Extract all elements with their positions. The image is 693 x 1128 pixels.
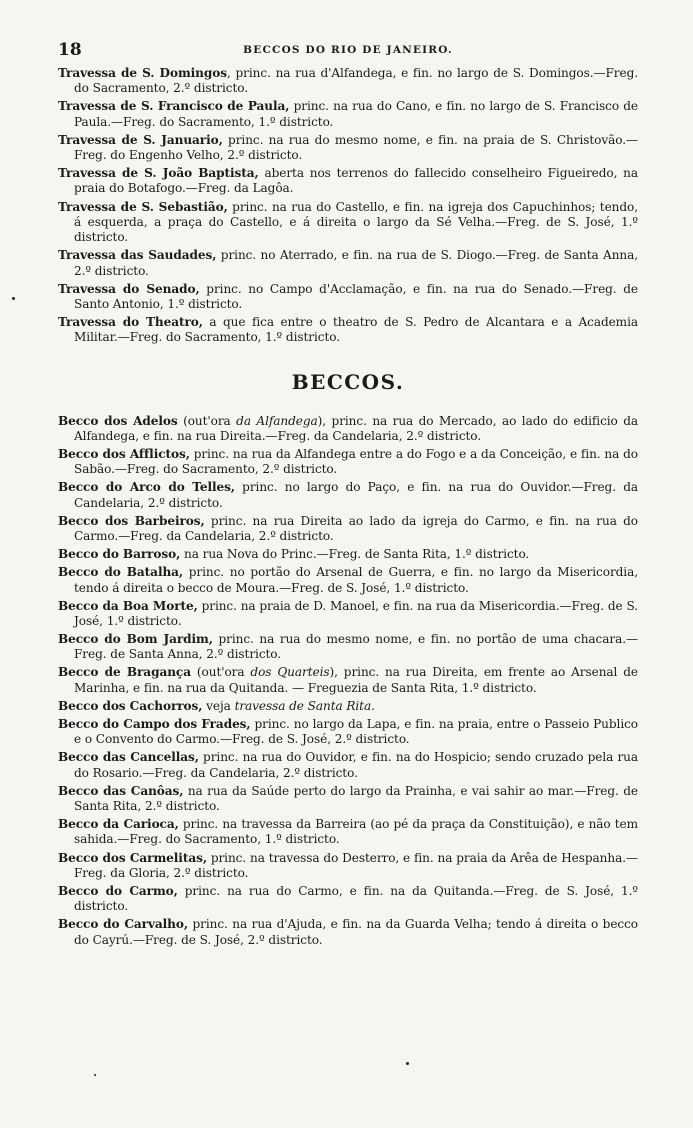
entry-text: princ. no Campo d'Acclamação, e fin. na rua do Senado.—Freg. de Santo Antonio, 1.º districto. [74, 281, 639, 311]
entry-name: Becco do Batalha, [58, 565, 184, 580]
entry-text: ), princ. na rua Direita, em frente ao Arsenal de Marinha, e fin. na rua da Quitanda. — Freguezia de Santa Rita, 1.º districto. [74, 665, 638, 695]
entry-text: princ. no portão do Arsenal de Guerra, e fin. no largo da Misericordia, tendo á direita o becco de Moura.—Freg. de S. José, 1.º districto. [74, 565, 638, 595]
entry-name: Travessa de S. Januario, [58, 132, 223, 147]
entry-text: princ. no Aterrado, e fin. na rua de S. Diogo.—Freg. de Santa Anna, 2.º districto. [74, 248, 639, 278]
list-item [58, 851, 638, 882]
entry-name: Travessa de S. Sebastião, [58, 199, 228, 214]
list-item [58, 817, 638, 848]
entry-name: Becco da Carioca, [58, 817, 179, 832]
print-speck [12, 297, 15, 300]
entry-text: princ. na rua d'Ajuda, e fin. na da Guarda Velha; tendo á direita o becco do Cayrú.—Freg. de S. José, 2.º districto. [74, 917, 638, 947]
entry-pre: (out'ora [190, 665, 251, 680]
entry-name: Becco dos Barbeiros, [58, 513, 205, 528]
entry-text: ), princ. na rua do Mercado, ao lado do edificio da Alfandega, e fin. na rua Direita.—Freg. da Candelaria, 2.º districto. [74, 413, 639, 443]
entry-text: aberta nos terrenos do fallecido conselheiro Figueiredo, na praia do Botafogo.—Freg. da Lagôa. [74, 166, 639, 196]
list-item [58, 565, 638, 596]
list-item [58, 784, 638, 815]
list-item [58, 200, 638, 246]
entry-text: princ. na praia de D. Manoel, e fin. na rua da Misericordia.—Freg. de S. José, 1.º districto. [74, 598, 638, 628]
entry-name: Becco dos Cachorros, [58, 698, 203, 713]
entry-italic: da Alfandega [236, 413, 318, 428]
entry-name: Becco dos Carmelitas, [58, 850, 207, 865]
entry-name: Becco do Carvalho, [58, 917, 189, 932]
entry-pre: veja [202, 698, 235, 713]
entry-name: Becco da Boa Morte, [58, 598, 198, 613]
section-title: BECCOS. [291, 369, 405, 394]
list-item [58, 547, 638, 562]
entry-text: , princ. na rua d'Alfandega, e fin. no largo de S. Domingos.—Freg. do Sacramento, 2.º districto. [74, 66, 638, 96]
list-item [58, 750, 638, 781]
print-speck [406, 1062, 409, 1065]
entry-name: Becco dos Afflictos, [58, 447, 190, 462]
list-item [58, 248, 638, 279]
entry-text: princ. na rua do Ouvidor, e fin. na do Hospicio; sendo cruzado pela rua do Rosario.—Freg. da Candelaria, 2.º districto. [74, 750, 638, 780]
entry-text: princ. na rua do mesmo nome, e fin. no portão de uma chacara.—Freg. de Santa Anna, 2.º districto. [74, 632, 638, 662]
entry-name: Becco dos Adelos [58, 413, 178, 428]
list-item [58, 414, 638, 445]
entry-text: princ. na rua do mesmo nome, e fin. na praia de S. Christovão.—Freg. do Engenho Velho, 2.º districto. [74, 132, 638, 163]
entry-text: princ. na rua do Castello, e fin. na igreja dos Capuchinhos; tendo, á esquerda, a praça do Castello, e á direita o largo da Sé Velha.—Freg. de S. José, 1.º districto. [74, 199, 639, 245]
entry-name: Travessa do Senado, [58, 281, 200, 296]
entry-name: Becco das Canôas, [58, 783, 184, 798]
running-title: BECCOS DO RIO DE JANEIRO. [243, 44, 453, 56]
list-item [58, 480, 638, 511]
beccos-list [58, 414, 638, 948]
list-item [58, 282, 638, 313]
entry-name: Travessa de S. Francisco de Paula, [58, 99, 290, 114]
list-item [58, 665, 638, 696]
list-item [58, 66, 638, 97]
list-item [58, 133, 638, 164]
list-item [58, 699, 638, 714]
list-item [58, 717, 638, 748]
entry-name: Becco do Carmo, [58, 883, 178, 898]
entry-text: princ. na travessa da Barreira (ao pé da praça da Constituição), e não tem sahida.—Freg. do Sacramento, 1.º districto. [74, 817, 638, 847]
entry-name: Travessa de S. João Baptista, [58, 166, 259, 181]
entry-text: princ. no largo do Paço, e fin. na rua do Ouvidor.—Freg. da Candelaria, 2.º districto. [74, 480, 638, 510]
travessas-list [58, 66, 638, 346]
entry-text: na rua da Saúde perto do largo da Prainha, e vai sahir ao mar.—Freg. de Santa Rita, 2.º districto. [74, 783, 638, 814]
entry-text: princ. na travessa do Desterro, e fin. na praia da Arêa de Hespanha.—Freg. da Gloria, 2.º districto. [74, 850, 638, 880]
page-header [58, 40, 638, 66]
entry-text: na rua Nova do Princ.—Freg. de Santa Rita, 1.º districto. [180, 547, 530, 562]
entry-text: princ. no largo da Lapa, e fin. na praia, entre o Passeio Publico e o Convento do Carmo.—Freg. de S. José, 2.º districto. [74, 716, 638, 747]
entry-name: Becco do Barroso, [58, 547, 181, 562]
entry-text: princ. na rua da Alfandega entre a do Fogo e a da Conceição, e fin. na do Sabão.—Freg. do Sacramento, 2.º districto. [74, 447, 638, 477]
entry-name: Travessa de S. Domingos [58, 66, 227, 80]
entry-pre: (out'ora [177, 413, 237, 428]
list-item [58, 599, 638, 630]
entry-name: Becco das Cancellas, [58, 750, 199, 765]
entry-name: Travessa das Saudades, [58, 248, 217, 263]
entry-name: Becco do Campo dos Frades, [58, 716, 251, 731]
list-item [58, 99, 638, 130]
list-item [58, 166, 638, 197]
list-item [58, 632, 638, 663]
list-item [58, 884, 638, 915]
list-item [58, 514, 638, 545]
entry-text: a que fica entre o theatro de S. Pedro de Alcantara e a Academia Militar.—Freg. do Sacramento, 1.º districto. [74, 315, 638, 345]
print-speck [94, 1074, 96, 1076]
entry-italic: travessa de Santa Rita. [234, 698, 375, 713]
list-item [58, 917, 638, 948]
entry-text: princ. na rua Direita ao lado da igreja do Carmo, e fin. na rua do Carmo.—Freg. da Candelaria, 2.º districto. [74, 513, 638, 544]
entry-name: Becco de Bragança [58, 665, 191, 680]
entry-name: Travessa do Theatro, [58, 315, 203, 330]
page-number: 18 [58, 40, 82, 60]
list-item [58, 315, 638, 346]
entry-name: Becco do Arco do Telles, [58, 480, 235, 495]
entry-italic: dos Quarteis [250, 665, 330, 680]
entry-text: princ. na rua do Carmo, e fin. na da Quitanda.—Freg. de S. José, 1.º districto. [74, 883, 638, 914]
book-page [58, 40, 638, 951]
entry-name: Becco do Bom Jardim, [58, 632, 213, 647]
list-item [58, 447, 638, 478]
entry-text: princ. na rua do Cano, e fin. no largo de S. Francisco de Paula.—Freg. do Sacramento, 1.º districto. [74, 99, 638, 129]
